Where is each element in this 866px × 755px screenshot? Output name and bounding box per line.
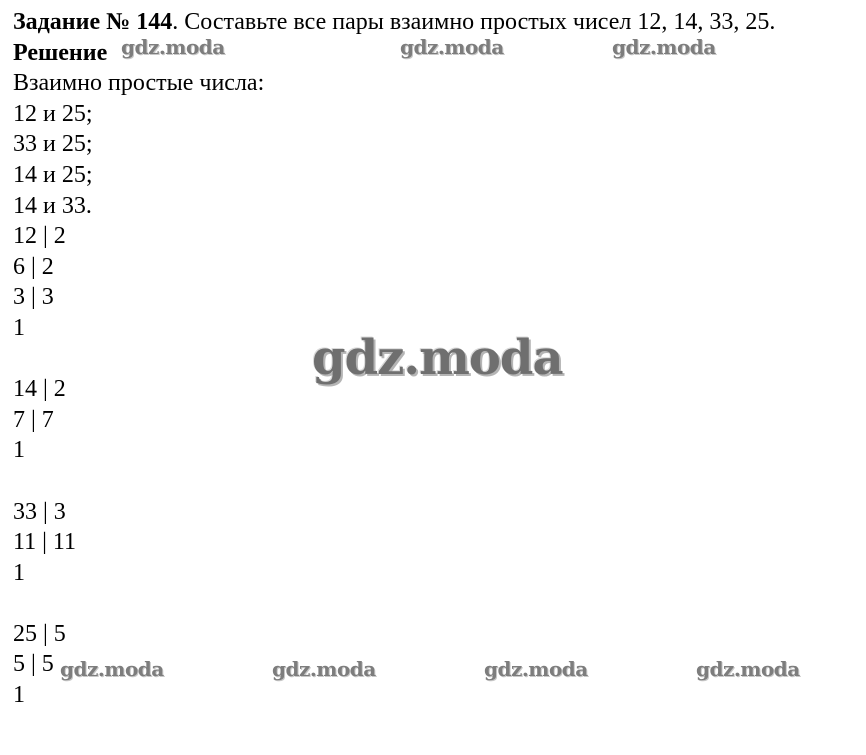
factorization-row: 12 | 2 [13,223,66,250]
solution-heading: Решение [13,39,108,66]
watermark-large: gdz.moda [312,330,563,386]
coprime-pair: 14 и 25; [13,161,93,188]
factorization-row: 7 | 7 [13,406,54,433]
factorization-row: 11 | 11 [13,529,77,556]
factorization-row: 1 [13,314,25,341]
coprime-pair: 14 и 33. [13,192,92,219]
factorization-row: 5 | 5 [13,651,54,678]
coprime-pair: 12 и 25; [13,100,93,127]
watermark: gdz.moda [272,657,376,681]
factorization-row: 25 | 5 [13,620,66,647]
watermark: gdz.moda [400,35,504,59]
watermark: gdz.moda [60,657,164,681]
watermark: gdz.moda [612,35,716,59]
task-text: . Составьте все пары взаимно простых чисел 12, 14, 33, 25. [172,9,776,35]
task-header [13,7,863,38]
factorization-row: 14 | 2 [13,376,66,403]
factorization-14 [13,374,863,466]
solution-intro: Взаимно простые числа: [13,70,265,97]
task-label: Задание № 144 [13,9,173,35]
factorization-12 [13,221,863,343]
factorization-row: 1 [13,559,25,586]
factorization-row: 6 | 2 [13,253,54,280]
spacer [13,466,863,497]
factorization-row: 33 | 3 [13,498,66,525]
factorization-row: 1 [13,682,25,709]
watermark: gdz.moda [696,657,800,681]
factorization-row: 3 | 3 [13,284,54,311]
spacer [13,588,863,619]
watermark: gdz.moda [121,35,225,59]
coprime-pair: 33 и 25; [13,131,93,158]
factorization-33 [13,497,863,589]
factorization-row: 1 [13,437,25,464]
watermark: gdz.moda [484,657,588,681]
